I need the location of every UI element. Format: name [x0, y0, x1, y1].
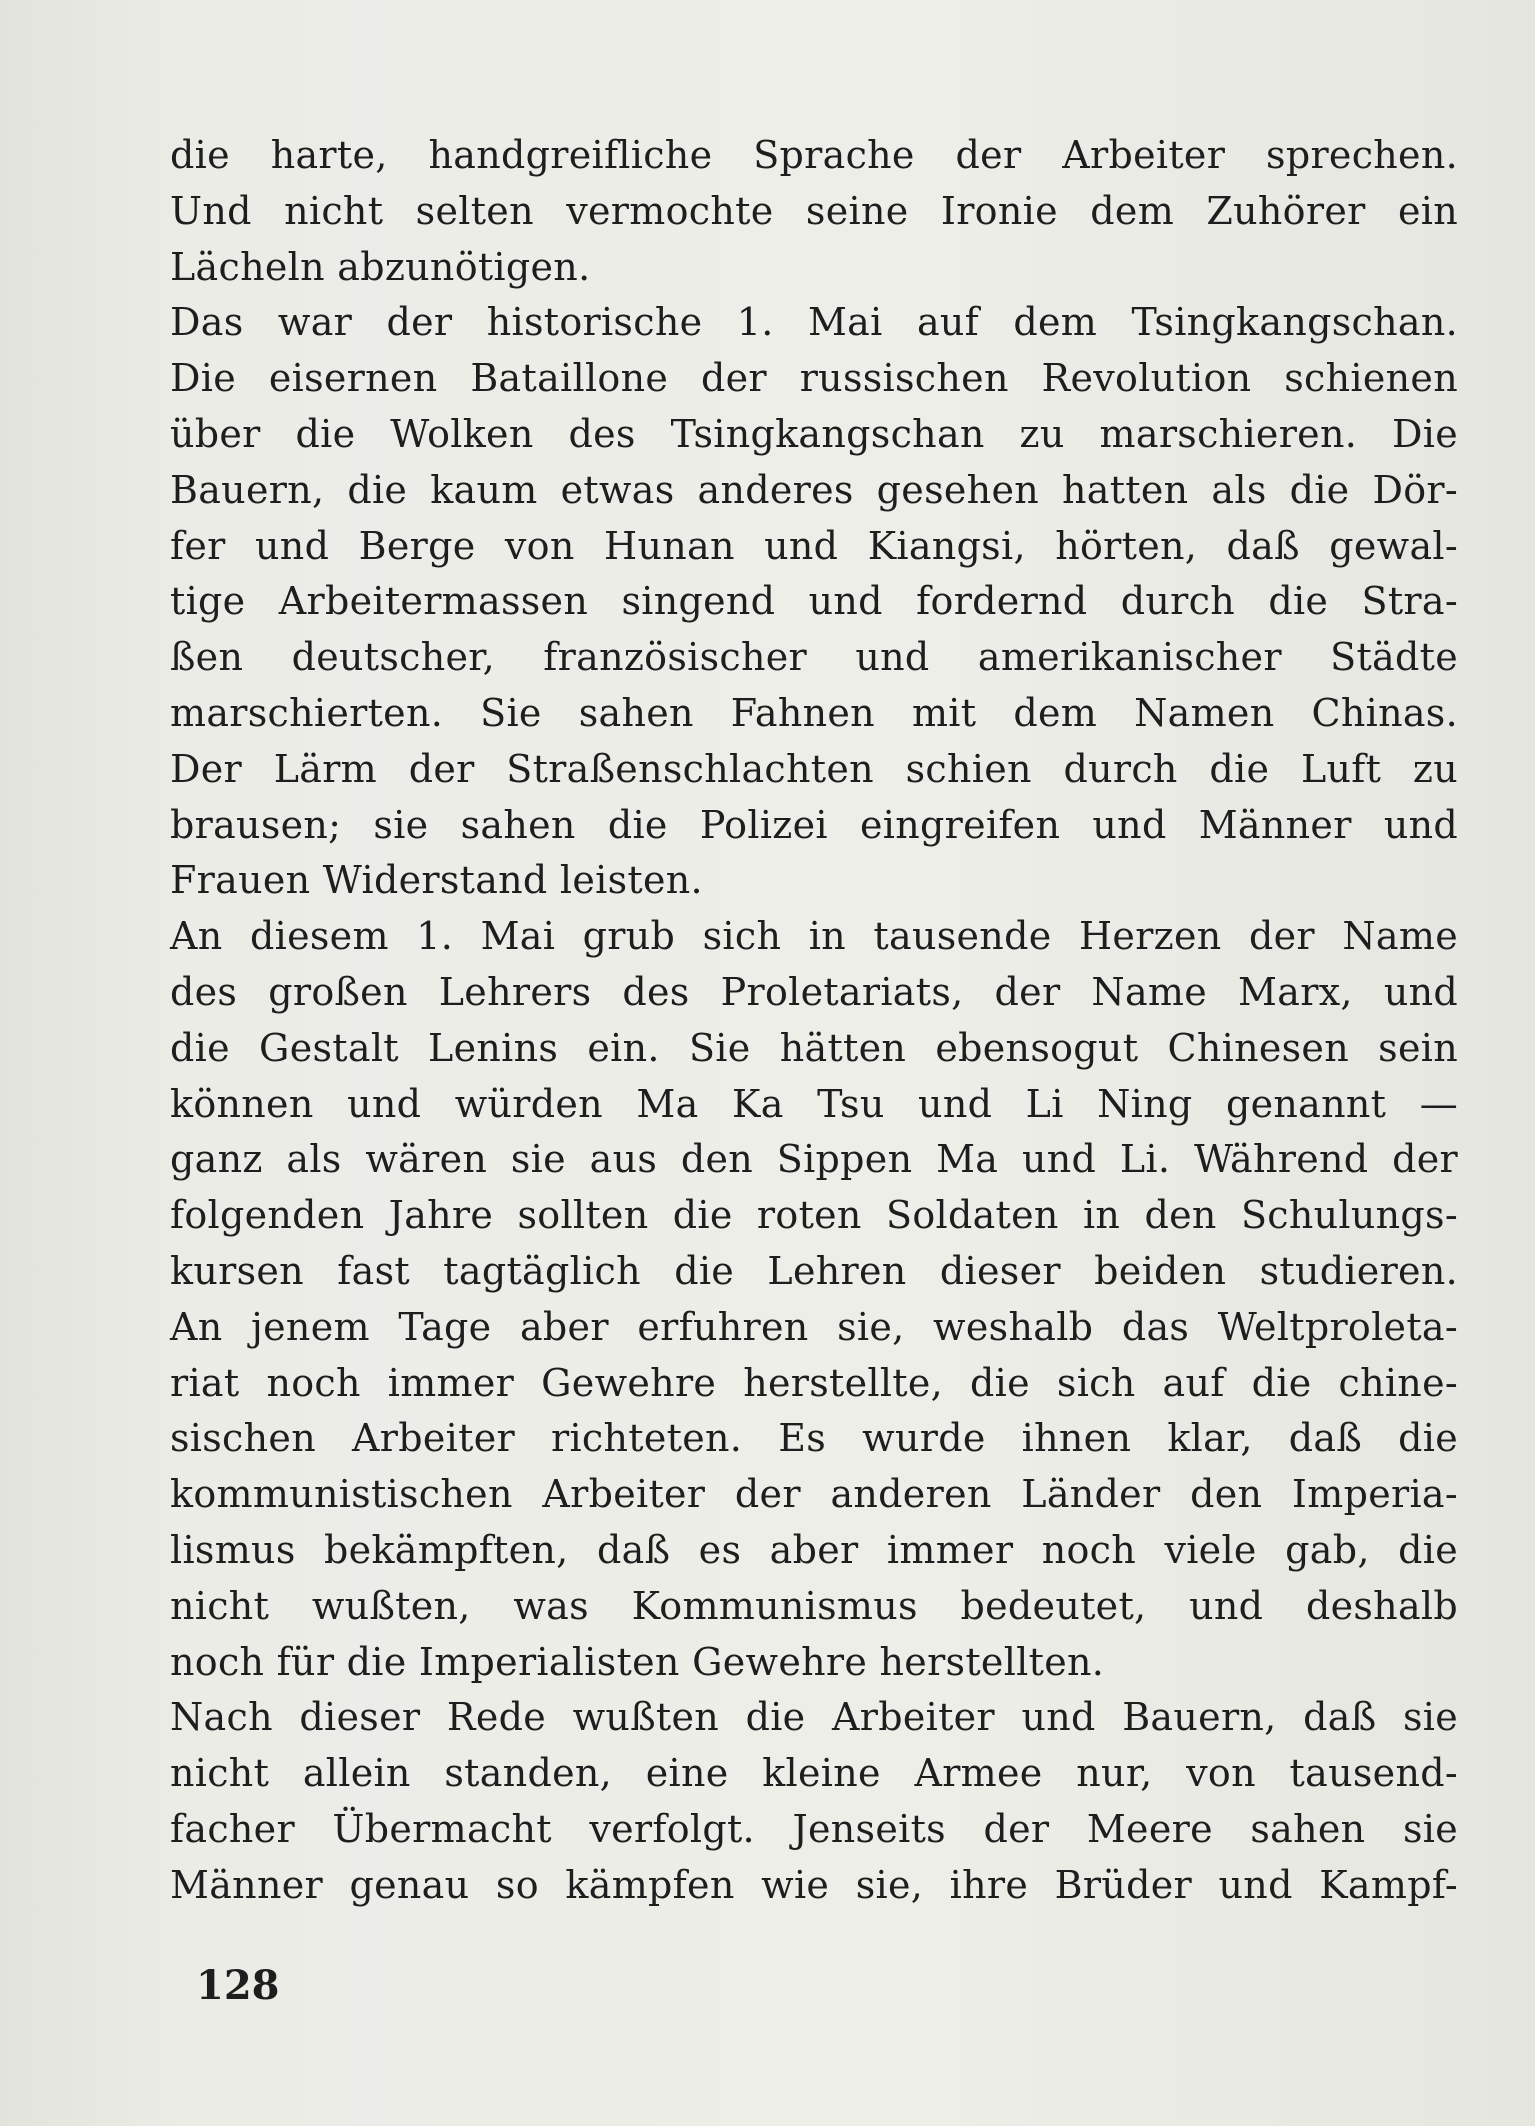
text-line: riat noch immer Gewehre herstellte, die sich auf die chine-	[170, 1360, 1458, 1405]
text-line: marschierten. Sie sahen Fahnen mit dem Namen Chinas.	[170, 690, 1458, 735]
text-line: sischen Arbeiter richteten. Es wurde ihnen klar, daß die	[170, 1416, 1458, 1461]
text-line: An jenem Tage aber erfuhren sie, weshalb das Weltproleta-	[170, 1304, 1458, 1349]
text-line: facher Übermacht verfolgt. Jenseits der Meere sahen sie	[170, 1806, 1458, 1851]
text-line: tige Arbeitermassen singend und fordernd durch die Stra-	[170, 579, 1458, 624]
text-line: Frauen Widerstand leisten.	[170, 858, 703, 903]
text-line: die Gestalt Lenins ein. Sie hätten ebensogut Chinesen sein	[170, 1025, 1458, 1070]
text-line: Und nicht selten vermochte seine Ironie dem Zuhörer ein	[170, 188, 1458, 233]
text-line: noch für die Imperialisten Gewehre herstellten.	[170, 1639, 1105, 1684]
body-text	[170, 128, 1458, 1914]
text-line: nicht wußten, was Kommunismus bedeutet, und deshalb	[170, 1583, 1458, 1628]
text-line: Männer genau so kämpfen wie sie, ihre Brüder und Kampf-	[170, 1862, 1458, 1907]
text-line: Das war der historische 1. Mai auf dem Tsingkangschan.	[170, 300, 1458, 345]
text-line: ßen deutscher, französischer und amerikanischer Städte	[170, 635, 1458, 680]
page-number: 128	[196, 1962, 280, 2009]
text-line: kursen fast tagtäglich die Lehren dieser beiden studieren.	[170, 1248, 1458, 1293]
text-line: des großen Lehrers des Proletariats, der Name Marx, und	[170, 969, 1458, 1014]
text-line: ganz als wären sie aus den Sippen Ma und Li. Während der	[170, 1137, 1458, 1182]
text-line: lismus bekämpften, daß es aber immer noch viele gab, die	[170, 1527, 1458, 1572]
text-line: Der Lärm der Straßenschlachten schien durch die Luft zu	[170, 746, 1458, 791]
text-line: fer und Berge von Hunan und Kiangsi, hörten, daß gewal-	[170, 523, 1458, 568]
text-line: Lächeln abzunötigen.	[170, 244, 591, 289]
text-line: Nach dieser Rede wußten die Arbeiter und Bauern, daß sie	[170, 1695, 1458, 1740]
text-line: brausen; sie sahen die Polizei eingreifen und Männer und	[170, 802, 1458, 847]
text-line: Bauern, die kaum etwas anderes gesehen hatten als die Dör-	[170, 467, 1458, 512]
text-line: Die eisernen Bataillone der russischen Revolution schienen	[170, 356, 1458, 401]
text-line: kommunistischen Arbeiter der anderen Länder den Imperia-	[170, 1472, 1458, 1517]
text-line: An diesem 1. Mai grub sich in tausende Herzen der Name	[170, 914, 1458, 959]
text-line: können und würden Ma Ka Tsu und Li Ning genannt —	[170, 1081, 1458, 1126]
text-line: die harte, handgreifliche Sprache der Arbeiter sprechen.	[170, 133, 1458, 177]
text-line: nicht allein standen, eine kleine Armee nur, von tausend-	[170, 1751, 1458, 1796]
text-line: folgenden Jahre sollten die roten Soldaten in den Schulungs-	[170, 1193, 1458, 1238]
text-line: über die Wolken des Tsingkangschan zu marschieren. Die	[170, 411, 1458, 456]
